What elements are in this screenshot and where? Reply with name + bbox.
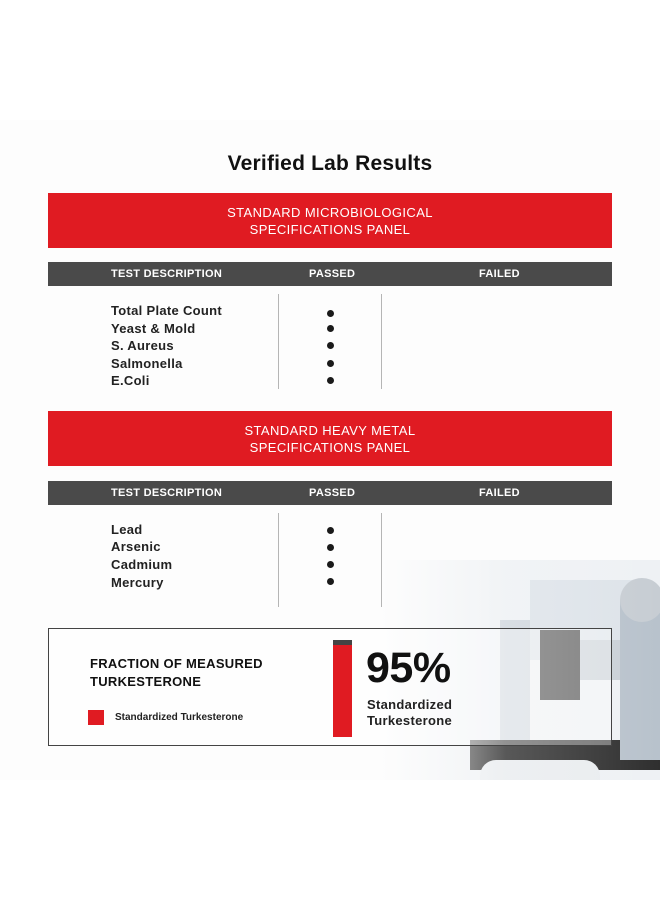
heavy-metal-table-header — [48, 481, 612, 505]
passed-dot — [327, 377, 334, 384]
passed-dot — [327, 561, 334, 568]
fraction-bar — [333, 640, 352, 737]
header-failed: FAILED — [479, 487, 520, 499]
column-divider — [278, 294, 279, 389]
test-yeast-mold: Yeast & Mold — [111, 321, 196, 336]
fraction-title: FRACTION OF MEASURED TURKESTERONE — [90, 656, 263, 689]
test-total-plate-count: Total Plate Count — [111, 303, 223, 318]
column-divider — [381, 513, 382, 607]
microbiological-panel-banner — [48, 193, 612, 248]
heavy-metal-panel-banner — [48, 411, 612, 466]
header-passed: PASSED — [309, 268, 356, 280]
passed-dot — [327, 360, 334, 367]
passed-dot — [327, 310, 334, 317]
test-salmonella: Salmonella — [111, 356, 183, 371]
column-divider — [278, 513, 279, 607]
header-failed: FAILED — [479, 268, 520, 280]
test-arsenic: Arsenic — [111, 539, 161, 554]
legend-label: Standardized Turkesterone — [115, 712, 244, 723]
test-cadmium: Cadmium — [111, 557, 173, 572]
test-lead: Lead — [111, 522, 143, 537]
microbiological-panel-title: STANDARD MICROBIOLOGICAL SPECIFICATIONS PANEL — [227, 204, 433, 237]
test-s-aureus: S. Aureus — [111, 338, 174, 353]
passed-dot — [327, 325, 334, 332]
fraction-percent-label: Standardized Turkesterone — [367, 697, 453, 728]
legend-swatch — [88, 710, 104, 725]
fraction-bar-fill — [333, 645, 352, 737]
column-divider — [381, 294, 382, 389]
test-e-coli: E.Coli — [111, 373, 150, 388]
heavy-metal-panel-title: STANDARD HEAVY METAL SPECIFICATIONS PANEL — [244, 422, 416, 455]
microbiological-table-header — [48, 262, 612, 286]
passed-dot — [327, 342, 334, 349]
passed-dot — [327, 578, 334, 585]
test-mercury: Mercury — [111, 575, 164, 590]
header-test-description: TEST DESCRIPTION — [111, 487, 223, 499]
page-title: Verified Lab Results — [227, 152, 433, 175]
fraction-percent: 95% — [366, 644, 451, 692]
passed-dot — [327, 544, 334, 551]
header-passed: PASSED — [309, 487, 356, 499]
header-test-description: TEST DESCRIPTION — [111, 268, 223, 280]
passed-dot — [327, 527, 334, 534]
